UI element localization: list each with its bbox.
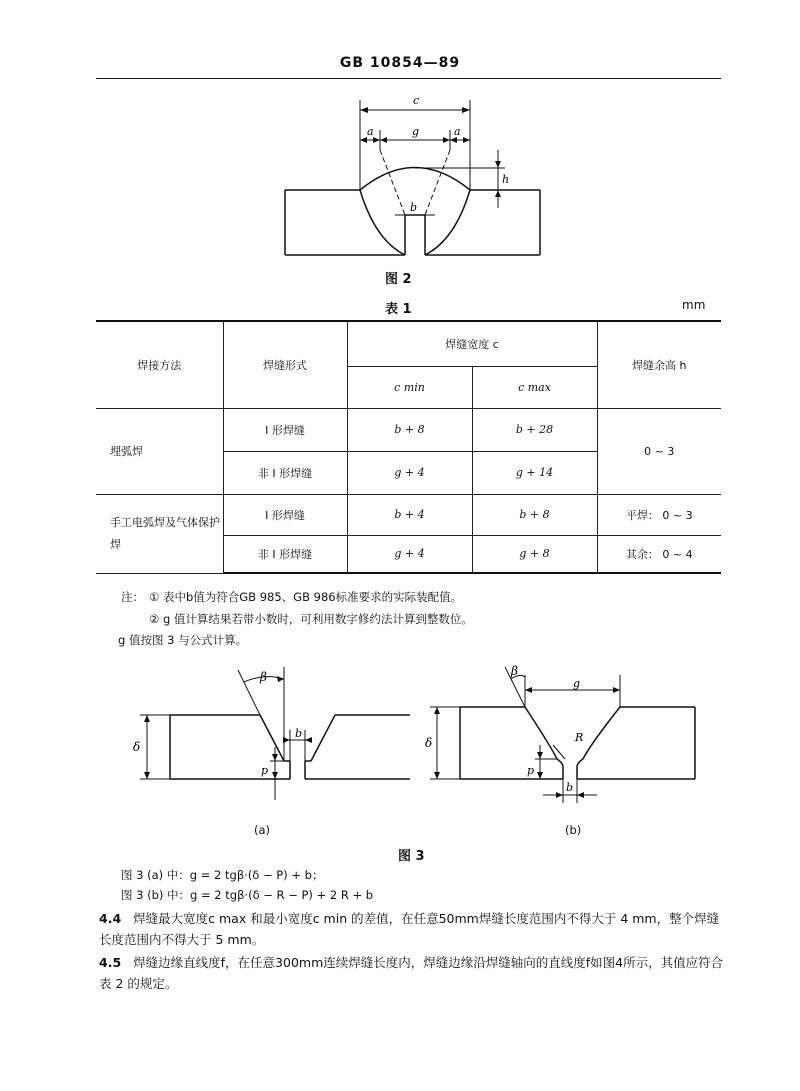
row-form: 非 I 形焊缝: [223, 451, 347, 494]
standard-number: GB 10854—89: [339, 55, 461, 71]
fig2-label-h: h: [502, 173, 510, 186]
fig3a-label-delta: δ: [133, 740, 141, 754]
figure-3-caption: 图 3: [398, 849, 425, 864]
row-cmin: g + 4: [347, 535, 472, 573]
header-form: 焊缝形式: [223, 321, 347, 408]
figure-3b-diagram: [425, 655, 705, 805]
table-1-caption: 表 1: [385, 302, 412, 317]
row-form: I 形焊缝: [223, 494, 347, 535]
section-4-5-number: 4.5: [99, 955, 122, 970]
row-height: 其余： 0 ~ 4: [597, 535, 721, 573]
row-cmax: b + 8: [472, 494, 597, 535]
row-method-manual: 手工电弧焊及气体保护焊: [96, 494, 223, 573]
note-2: ② g 值计算结果若带小数时，可利用数字修约法计算到整数位。: [149, 612, 473, 626]
row-cmin: g + 4: [347, 451, 472, 494]
header-width: 焊缝宽度 c: [347, 321, 597, 366]
row-cmin: b + 4: [347, 494, 472, 535]
fig2-label-c: c: [413, 94, 420, 107]
formula-3a: 图 3 (a) 中：g = 2 tgβ·(δ − P) + b；: [121, 868, 324, 882]
note-prefix: 注：: [121, 590, 144, 604]
figure-2-weld-diagram: [280, 90, 560, 260]
fig3b-label-b: b: [566, 781, 574, 794]
g-intro: g 值按图 3 与公式计算。: [118, 633, 248, 647]
fig3b-label-p: p: [527, 764, 535, 777]
fig3b-label-r: R: [575, 731, 584, 744]
fig3a-label-p: p: [261, 764, 269, 777]
header-cmax: c max: [472, 366, 597, 408]
row-cmin: b + 8: [347, 408, 472, 451]
row-form: I 形焊缝: [223, 408, 347, 451]
row-form: 非 I 形焊缝: [223, 535, 347, 573]
header-height: 焊缝余高 h: [597, 321, 721, 408]
row-cmax: g + 8: [472, 535, 597, 573]
section-4-4-number: 4.4: [99, 911, 122, 926]
section-4-4-text: 焊缝最大宽度c max 和最小宽度c min 的差值，在任意50mm焊缝长度范围内不得大于 4 mm，整个焊缝长度范围内不得大于 5 mm。: [99, 911, 720, 947]
section-4-5-text: 焊缝边缘直线度f，在任意300mm连续焊缝长度内，焊缝边缘沿焊缝轴向的直线度f如图4所示，其值应符合表 2 的规定。: [99, 955, 724, 991]
figure-3b-sublabel: (b): [565, 823, 582, 837]
fig3b-label-g: g: [573, 677, 581, 690]
fig2-label-b: b: [410, 201, 418, 214]
row-height: 平焊： 0 ~ 3: [597, 494, 721, 535]
figure-3a-diagram: [120, 655, 420, 805]
section-4-5: [99, 952, 724, 994]
fig3b-label-delta: δ: [425, 736, 433, 750]
formula-3b: 图 3 (b) 中：g = 2 tgβ·(δ − R − P) + 2 R + b: [121, 888, 374, 902]
fig3a-label-beta: β: [260, 670, 267, 684]
fig2-label-a-left: a: [367, 125, 374, 138]
note-1: ① 表中b值为符合GB 985、GB 986标准要求的实际装配值。: [149, 590, 463, 604]
fig3b-label-beta: β: [511, 664, 518, 678]
table-1: [96, 320, 721, 574]
table-1-unit: mm: [682, 298, 706, 312]
row-cmax: b + 28: [472, 408, 597, 451]
header-cmin: c min: [347, 366, 472, 408]
row-height: 0 ~ 3: [597, 408, 721, 494]
header-rule: [96, 78, 721, 79]
figure-3a-sublabel: (a): [254, 823, 271, 837]
header-method: 焊接方法: [96, 321, 223, 408]
row-cmax: g + 14: [472, 451, 597, 494]
fig2-label-a-right: a: [454, 125, 461, 138]
row-method-saw: 埋弧焊: [96, 408, 223, 494]
fig3a-label-b: b: [295, 727, 303, 740]
section-4-4: [99, 908, 724, 950]
fig2-label-g: g: [412, 125, 420, 138]
figure-2-caption: 图 2: [385, 272, 412, 287]
